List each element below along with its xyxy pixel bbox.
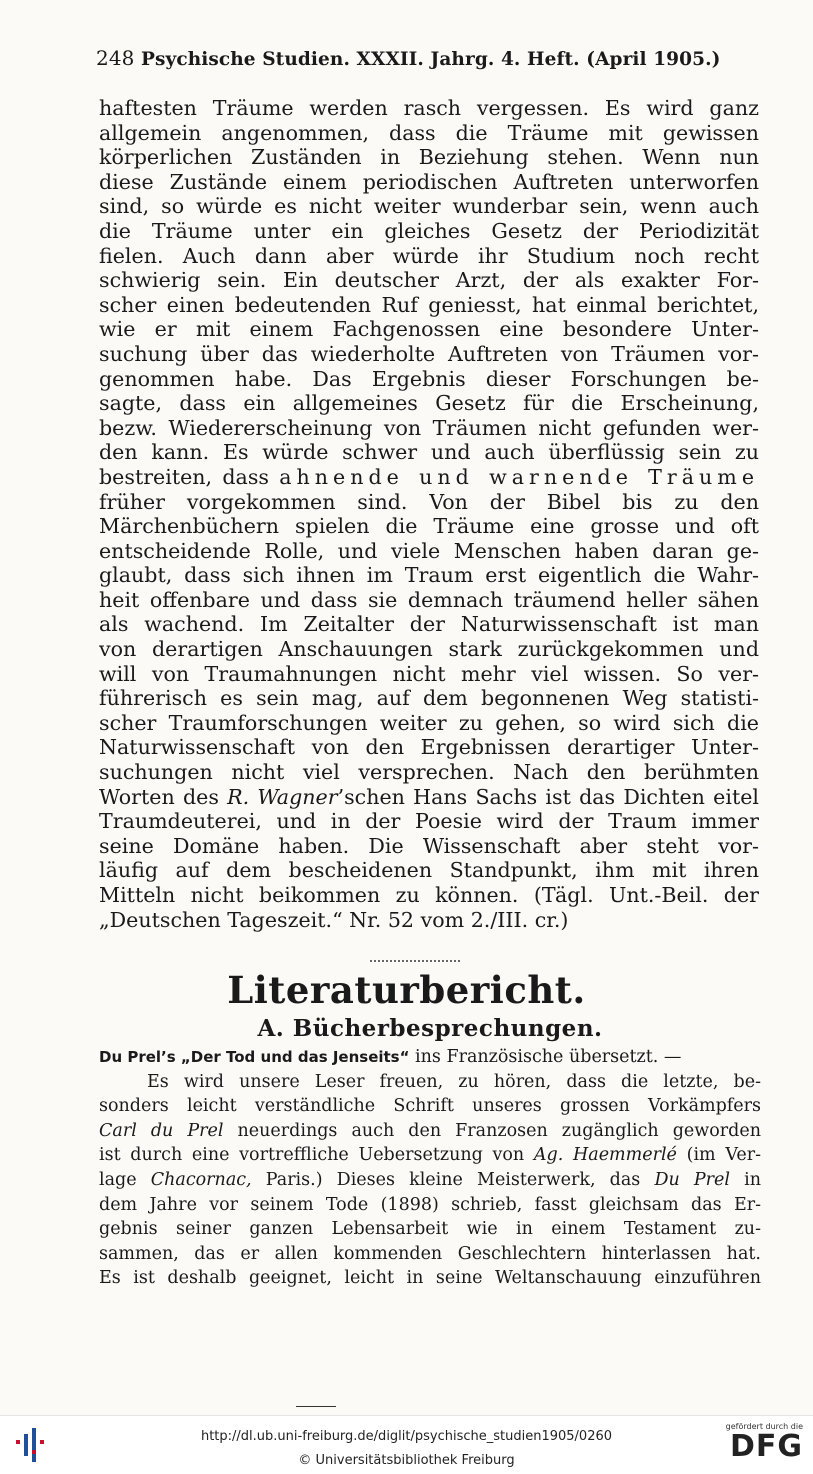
body-line: scher einen bedeutenden Ruf geniesst, hat einmal berichtet,	[99, 292, 759, 317]
body-line: allgemein angenommen, dass die Träume mit gewissen	[99, 120, 759, 145]
review-line: sonders leicht verständliche Schrift unseres grossen Vorkämpfers	[99, 1096, 761, 1117]
body-line-start: bestreiten, dass	[99, 464, 269, 489]
spaced-phrase: ahnende und warnende Träume	[279, 464, 759, 489]
review-heading-rest: ins Französische übersetzt. —	[409, 1047, 682, 1067]
body-line: suchung über das wiederholte Auftreten von Träumen vor-	[99, 341, 759, 366]
subsection-title: A. Bücherbesprechungen.	[257, 1015, 603, 1042]
review-line: sammen, das er allen kommenden Geschlechtern hinterlassen hat.	[99, 1243, 761, 1264]
body-line: von derartigen Anschauungen stark zurückgekommen und	[99, 637, 759, 662]
body-line: schwierig sein. Ein deutscher Arzt, der als exakter For-	[99, 268, 759, 293]
review-line-text: ist durch eine vortreffliche Uebersetzung von	[99, 1145, 525, 1166]
copyright-notice: © Universitätsbibliothek Freiburg	[298, 1453, 515, 1468]
review-line-text: in	[729, 1169, 761, 1190]
body-line: früher vorgekommen sind. Von der Bibel bis zu den	[99, 489, 759, 514]
body-line: bezw. Wiedererscheinung von Träumen nicht gefunden wer-	[99, 415, 759, 440]
body-line: Naturwissenschaft von den Ergebnissen derartiger Unter-	[99, 735, 759, 760]
translator-name: Ag. Haemmerlé	[533, 1145, 677, 1166]
running-title: Psychische Studien. XXXII. Jahrg. 4. Heft. (April 1905.)	[140, 49, 721, 70]
body-line: körperlichen Zuständen in Beziehung stehen. Wenn nun	[99, 145, 759, 170]
body-line: läufig auf dem bescheidenen Standpunkt, ihm mit ihren	[99, 858, 759, 883]
review-line: Es wird unsere Leser freuen, zu hören, dass die letzte, be-	[147, 1071, 761, 1092]
dfg-funding-note: gefördert durch die	[725, 1422, 803, 1431]
body-line: seine Domäne haben. Die Wissenschaft aber steht vor-	[99, 833, 759, 858]
body-line: die Träume unter ein gleiches Gesetz der Periodizität	[99, 218, 759, 243]
footnote-rule	[296, 1406, 336, 1407]
body-line: entscheidende Rolle, und viele Menschen haben daran ge-	[99, 538, 759, 563]
body-line-start: Worten des	[99, 784, 219, 809]
wagner-rest: ’schen Hans Sachs ist das Dichten eitel	[337, 784, 759, 809]
body-line: haftesten Träume werden rasch vergessen. Es wird ganz	[99, 96, 759, 120]
dfg-logo-text: DFG	[729, 1429, 803, 1464]
body-line: sagte, dass ein allgemeines Gesetz für die Erscheinung,	[99, 391, 759, 416]
body-line: „Deutschen Tageszeit.“ Nr. 52 vom 2./III. cr.)	[99, 907, 569, 932]
body-line: den kann. Es würde schwer und auch überflüssig sein zu	[99, 440, 759, 465]
page-header	[96, 46, 721, 70]
body-text	[99, 96, 759, 932]
body-line-spaced	[99, 465, 759, 490]
body-line: suchungen nicht viel versprechen. Nach den berühmten	[99, 760, 759, 785]
body-line: glaubt, dass sich ihnen im Traum erst eigentlich die Wahr-	[99, 563, 759, 588]
du-prel-name: Du Prel	[654, 1169, 730, 1190]
section-separator	[370, 960, 460, 963]
wagner-name: R. Wagner	[227, 784, 338, 809]
body-line: diese Zustände einem periodischen Auftreten unterworfen	[99, 169, 759, 194]
review-heading: Du Prel’s „Der Tod und das Jenseits“	[99, 1048, 410, 1066]
page-number: 248	[96, 46, 135, 70]
body-line: Traumdeuterei, und in der Poesie wird der Traum immer	[99, 809, 759, 834]
body-line: fielen. Auch dann aber würde ihr Studium noch recht	[99, 243, 759, 268]
document-url[interactable]: http://dl.ub.uni-freiburg.de/diglit/psychische_studien1905/0260	[200, 1429, 613, 1444]
review-heading-line	[99, 1047, 761, 1072]
body-line: scher Traumforschungen weiter zu gehen, so wird sich die	[99, 710, 759, 735]
review-line: gebnis seiner ganzen Lebensarbeit wie in einem Testament zu-	[99, 1219, 761, 1240]
body-line: als wachend. Im Zeitalter der Naturwissenschaft ist man	[99, 612, 759, 637]
viewer-footer	[0, 1415, 813, 1474]
body-line: will von Traumahnungen nicht mehr viel wissen. So ver-	[99, 661, 759, 686]
body-line: genommen habe. Das Ergebnis dieser Forschungen be-	[99, 366, 759, 391]
body-line: wie er mit einem Fachgenossen eine besondere Unter-	[99, 317, 759, 342]
body-line: Märchenbüchern spielen die Träume eine grosse und oft	[99, 514, 759, 539]
body-line: führerisch es sein mag, auf dem begonnenen Weg statisti-	[99, 686, 759, 711]
review-line-text: lage	[99, 1169, 137, 1190]
section-title: Literaturbericht.	[227, 968, 586, 1012]
review-line	[99, 1170, 761, 1195]
author-name: Carl du Prel	[99, 1120, 224, 1141]
publisher-name: Chacornac,	[150, 1169, 252, 1190]
review-line	[99, 1121, 761, 1146]
dfg-logo	[713, 1422, 803, 1470]
review-text	[99, 1047, 761, 1293]
review-line-text: (im Ver-	[676, 1145, 761, 1166]
body-line-wagner	[99, 785, 759, 810]
review-line-text: Paris.) Dieses kleine Meisterwerk, das	[251, 1169, 641, 1190]
review-line-text: neuerdings auch den Franzosen zugänglich geworden	[237, 1120, 761, 1141]
review-line	[99, 1145, 761, 1170]
body-line: Mitteln nicht beikommen zu können. (Tägl. Unt.-Beil. der	[99, 883, 759, 907]
body-line: sind, so würde es nicht weiter wunderbar sein, wenn auch	[99, 194, 759, 219]
review-line: dem Jahre vor seinem Tode (1898) schrieb, fasst gleichsam das Er-	[99, 1194, 761, 1215]
review-line: Es ist deshalb geeignet, leicht in seine Weltanschauung einzuführen	[99, 1268, 761, 1289]
body-line: heit offenbare und dass sie demnach träumend heller sähen	[99, 587, 759, 612]
